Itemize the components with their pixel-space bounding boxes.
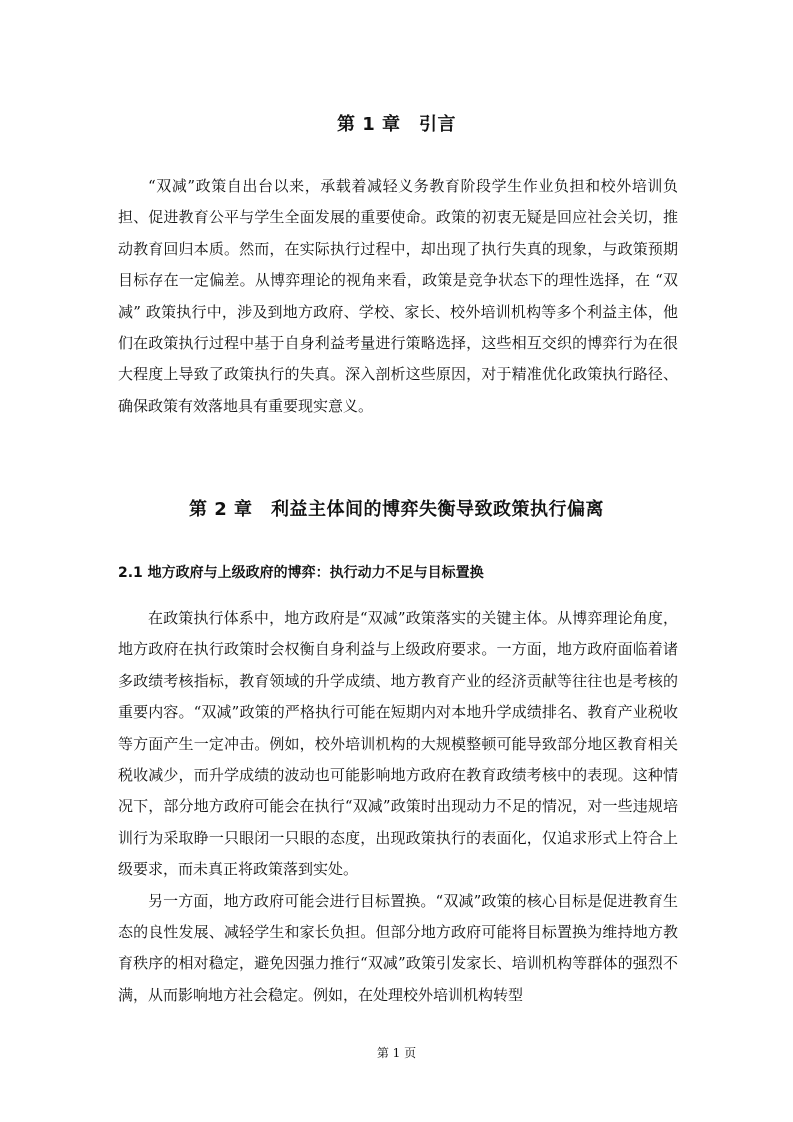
- page-number: 第 1 页: [376, 1046, 417, 1060]
- chapter-2-title: 第 2 章 利益主体间的博弈失衡导致政策执行偏离: [188, 499, 605, 520]
- paragraph: 另一方面，地方政府可能会进行目标置换。“双减”政策的核心目标是促进教育生态的良性发展、减轻学生和家长负担。但部分地方政府可能将目标置换为维持地方教育秩序的相对稳定，避免因强力推行“双减”政策引发家长、培训机构等群体的强烈不满，从而影响地方社会稳定。例如，在处理校外培训机构转型: [118, 891, 678, 1004]
- chapter-1-title: 第 1 章 引言: [336, 114, 457, 135]
- paragraph: “双减”政策自出台以来，承载着减轻义务教育阶段学生作业负担和校外培训负担、促进教育公平与学生全面发展的重要使命。政策的初衷无疑是回应社会关切，推动教育回归本质。然而，在实际执行过程中，却出现了执行失真的现象，与政策预期目标存在一定偏差。从博弈理论的视角来看，政策是竞争状态下的理性选择，在 “双减” 政策执行中，涉及到地方政府、学校、家长、校外培训机构等多个利益主体，他们在政策执行过程中基于自身利益考量进行策略选择，这些相互交织的博弈行为在很大程度上导致了政策执行的失真。深入剖析这些原因，对于精准优化政策执行路径、确保政策有效落地具有重要现实意义。: [118, 177, 678, 415]
- paragraph: 在政策执行体系中，地方政府是“双减”政策落实的关键主体。从博弈理论角度，地方政府在执行政策时会权衡自身利益与上级政府要求。一方面，地方政府面临着诸多政绩考核指标，教育领域的升学成绩、地方教育产业的经济贡献等往往也是考核的重要内容。“双减”政策的严格执行可能在短期内对本地升学成绩排名、教育产业税收等方面产生一定冲击。例如，校外培训机构的大规模整顿可能导致部分地区教育相关税收减少，而升学成绩的波动也可能影响地方政府在教育政绩考核中的表现。这种情况下，部分地方政府可能会在执行“双减”政策时出现动力不足的情况，对一些违规培训行为采取睁一只眼闭一只眼的态度，出现政策执行的表面化，仅追求形式上符合上级要求，而未真正将政策落到实处。: [118, 609, 678, 879]
- chapter-1-body: [118, 171, 678, 422]
- section-2-1-body: [118, 603, 678, 1011]
- section-2-1-title: 2.1 地方政府与上级政府的博弈：执行动力不足与目标置换: [118, 565, 484, 581]
